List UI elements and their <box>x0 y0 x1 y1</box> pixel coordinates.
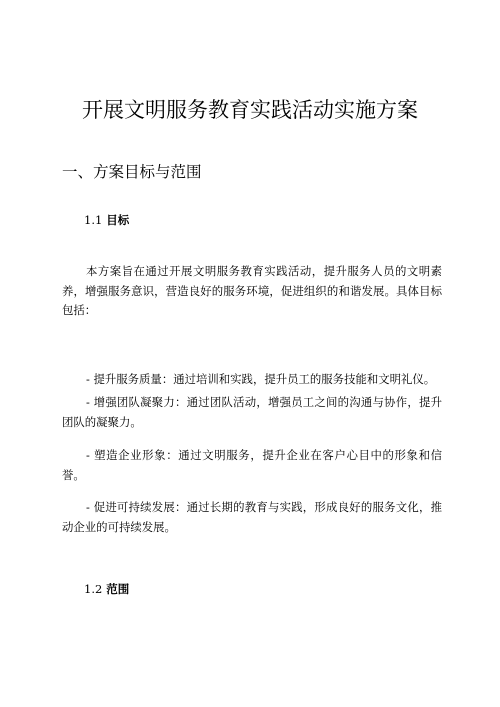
subsection-label: 目标 <box>106 213 130 227</box>
subsection-label: 范围 <box>106 582 130 596</box>
goal-item: - 塑造企业形象：通过文明服务，提升企业在客户心目中的形象和信誉。 <box>62 448 442 482</box>
subsection-heading-scope <box>84 581 129 597</box>
document-title: 开展文明服务教育实践活动实施方案 <box>82 98 418 122</box>
goal-item: - 提升服务质量：通过培训和实践，提升员工的服务技能和文明礼仪。 <box>86 372 436 386</box>
intro-paragraph: 本方案旨在通过开展文明服务教育实践活动，提升服务人员的文明素养，增强服务意识，营造良好的服务环境，促进组织的和谐发展。具体目标包括： <box>62 264 442 317</box>
subsection-heading-goals <box>84 212 129 228</box>
goal-item: - 促进可持续发展：通过长期的教育与实践，形成良好的服务文化，推动企业的可持续发展。 <box>62 500 442 534</box>
section-heading: 一、方案目标与范围 <box>62 163 202 181</box>
goal-item: - 增强团队凝聚力：通过团队活动，增强员工之间的沟通与协作，提升团队的凝聚力。 <box>62 395 442 429</box>
subsection-number: 1.1 <box>84 213 103 227</box>
subsection-number: 1.2 <box>84 582 103 596</box>
